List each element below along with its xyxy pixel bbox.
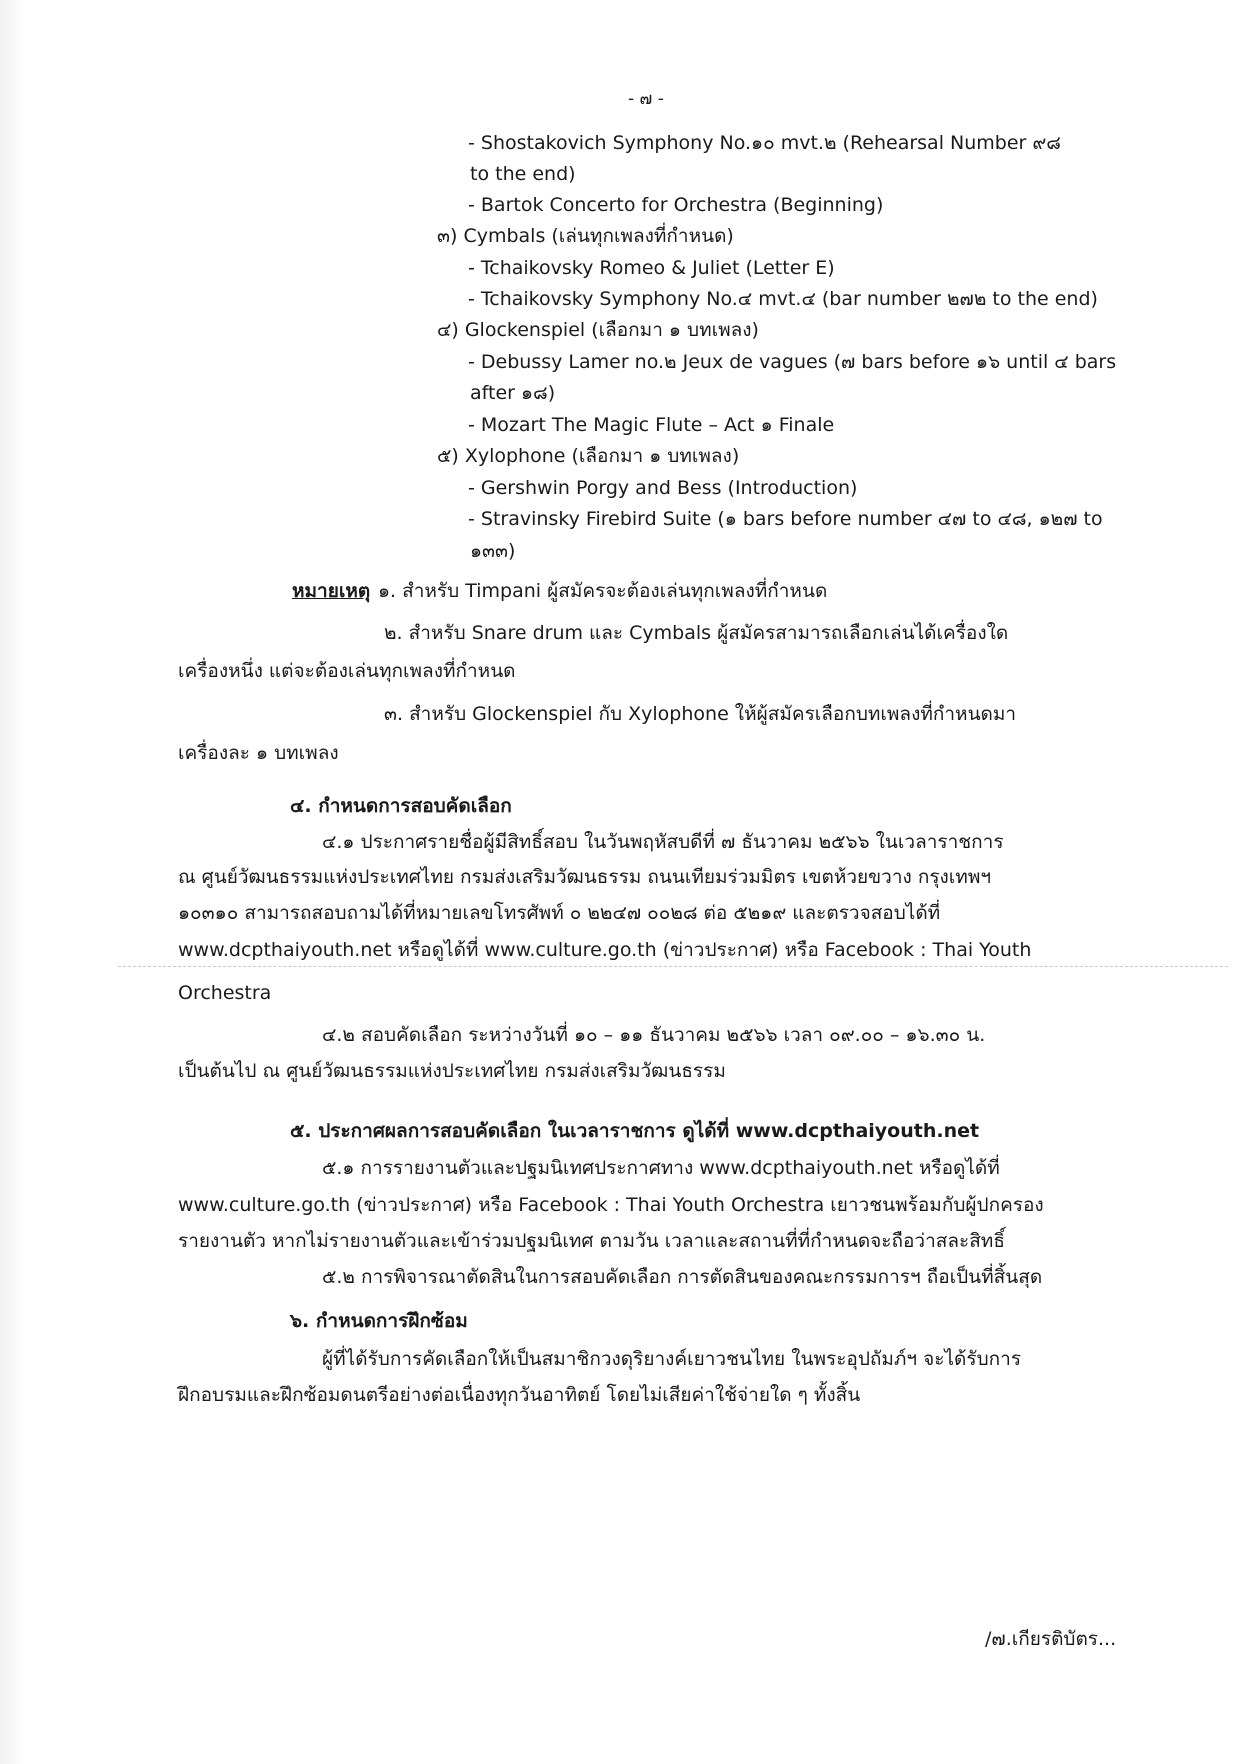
section-5-1-cont: www.culture.go.th (ข่าวประกาศ) หรือ Facebook : Thai Youth Orchestra เยาวชนพร้อมกับผู้ปกครอง — [178, 1194, 1044, 1216]
list-item: ๕) Xylophone (เลือกมา ๑ บทเพลง) — [437, 445, 740, 467]
list-item: ๑๓๓) — [470, 540, 516, 562]
page-number: - ๗ - — [628, 89, 664, 109]
section-6-heading: ๖. กำหนดการฝึกซ้อม — [290, 1310, 468, 1332]
list-item: to the end) — [470, 163, 576, 185]
remark-2-cont: เครื่องหนึ่ง แต่จะต้องเล่นทุกเพลงที่กำหนด — [178, 660, 516, 682]
remark-3: ๓. สำหรับ Glockenspiel กับ Xylophone ให้ผู้สมัครเลือกบทเพลงที่กำหนดมา — [384, 703, 1017, 725]
section-4-heading: ๔. กำหนดการสอบคัดเลือก — [290, 795, 512, 817]
section-4-1-cont: ๑๐๓๑๐ สามารถสอบถามได้ที่หมายเลขโทรศัพท์ ๐ ๒๒๔๗ ๐๐๒๘ ต่อ ๕๒๑๙ และตรวจสอบได้ที่ — [178, 902, 941, 924]
list-item: - Mozart The Magic Flute – Act ๑ Finale — [468, 414, 835, 436]
list-item: ๔) Glockenspiel (เลือกมา ๑ บทเพลง) — [437, 319, 759, 341]
section-5-1-cont: รายงานตัว หากไม่รายงานตัวและเข้าร่วมปฐมนิเทศ ตามวัน เวลาและสถานที่ที่กำหนดจะถือว่าสละสิทธิ์ — [178, 1230, 1005, 1252]
remark-1: ๑. สำหรับ Timpani ผู้สมัครจะต้องเล่นทุกเพลงที่กำหนด — [378, 580, 828, 602]
section-4-1-cont: ณ ศูนย์วัฒนธรรมแห่งประเทศไทย กรมส่งเสริมวัฒนธรรม ถนนเทียมร่วมมิตร เขตห้วยขวาง กรุงเทพฯ — [178, 866, 992, 888]
section-5-1: ๕.๑ การรายงานตัวและปฐมนิเทศประกาศทาง www.dcpthaiyouth.net หรือดูได้ที่ — [322, 1157, 1000, 1179]
list-item: - Bartok Concerto for Orchestra (Beginning) — [468, 194, 884, 216]
section-6-1: ผู้ที่ได้รับการคัดเลือกให้เป็นสมาชิกวงดุริยางค์เยาวชนไทย ในพระอุปถัมภ์ฯ จะได้รับการ — [322, 1348, 1022, 1370]
list-item: - Debussy Lamer no.๒ Jeux de vagues (๗ bars before ๑๖ until ๔ bars — [468, 351, 1117, 373]
list-item: - Tchaikovsky Symphony No.๔ mvt.๔ (bar number ๒๗๒ to the end) — [468, 288, 1098, 310]
list-item: - Stravinsky Firebird Suite (๑ bars before number ๔๗ to ๔๘, ๑๒๗ to — [468, 508, 1103, 530]
list-item: ๓) Cymbals (เล่นทุกเพลงที่กำหนด) — [437, 225, 734, 247]
remark-2: ๒. สำหรับ Snare drum และ Cymbals ผู้สมัครสามารถเลือกเล่นได้เครื่องใด — [384, 622, 1009, 644]
section-6-1-cont: ฝึกอบรมและฝึกซ้อมดนตรีอย่างต่อเนื่องทุกวันอาทิตย์ โดยไม่เสียค่าใช้จ่ายใด ๆ ทั้งสิ้น — [178, 1384, 861, 1406]
section-4-2-cont: เป็นต้นไป ณ ศูนย์วัฒนธรรมแห่งประเทศไทย กรมส่งเสริมวัฒนธรรม — [178, 1060, 726, 1082]
dashed-divider — [118, 966, 1228, 967]
section-4-2: ๔.๒ สอบคัดเลือก ระหว่างวันที่ ๑๐ – ๑๑ ธันวาคม ๒๕๖๖ เวลา ๐๙.๐๐ – ๑๖.๓๐ น. — [322, 1024, 986, 1046]
list-item: - Gershwin Porgy and Bess (Introduction) — [468, 477, 858, 499]
list-item: - Shostakovich Symphony No.๑๐ mvt.๒ (Rehearsal Number ๙๘ — [468, 132, 1061, 154]
section-4-1-cont: Orchestra — [178, 982, 272, 1004]
section-5-heading: ๕. ประกาศผลการสอบคัดเลือก ในเวลาราชการ ดูได้ที่ www.dcpthaiyouth.net — [290, 1120, 980, 1142]
remarks-label: หมายเหตุ — [292, 580, 371, 602]
section-4-1: ๔.๑ ประกาศรายชื่อผู้มีสิทธิ์สอบ ในวันพฤหัสบดีที่ ๗ ธันวาคม ๒๕๖๖ ในเวลาราชการ — [322, 831, 1004, 853]
section-5-2: ๕.๒ การพิจารณาตัดสินในการสอบคัดเลือก การตัดสินของคณะกรรมการฯ ถือเป็นที่สิ้นสุด — [322, 1266, 1043, 1288]
section-4-1-cont: www.dcpthaiyouth.net หรือดูได้ที่ www.culture.go.th (ข่าวประกาศ) หรือ Facebook : Thai Youth — [178, 939, 1032, 961]
scan-edge-shadow — [0, 0, 26, 1764]
continuation-marker: /๗.เกียรติบัตร... — [985, 1628, 1117, 1650]
list-item: after ๑๘) — [470, 382, 556, 404]
list-item: - Tchaikovsky Romeo & Juliet (Letter E) — [468, 257, 835, 279]
remark-3-cont: เครื่องละ ๑ บทเพลง — [178, 742, 339, 764]
